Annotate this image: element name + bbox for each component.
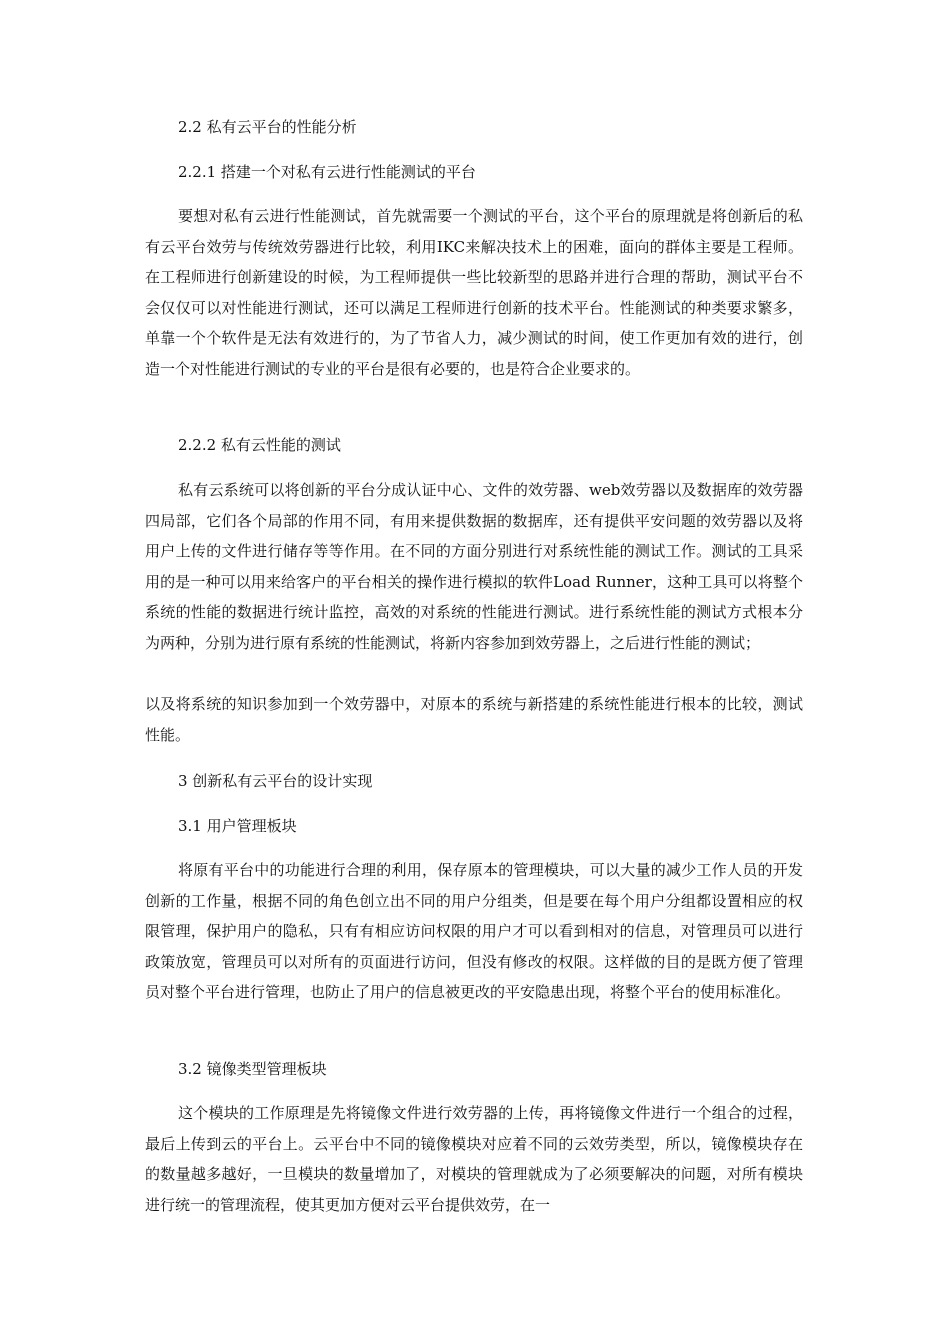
paragraph-performance-test: 私有云系统可以将创新的平台分成认证中心、文件的效劳器、web效劳器以及数据库的效劳器四局部，它们各个局部的作用不同，有用来提供数据的数据库，还有提供平安问题的效劳器以及将用户上传的文件进行储存等等作用。在不同的方面分别进行对系统性能的测试工作。测试的工具采用的是一种可以用来给客户的平台相关的操作进行模拟的软件Load Runner，这种工具可以将整个系统的性能的数据进行统计监控，高效的对系统的性能进行测试。进行系统性能的测试方式根本分为两种，分别为进行原有系统的性能测试，将新内容参加到效劳器上，之后进行性能的测试； — [145, 481, 803, 652]
paragraph-image-management: 这个模块的工作原理是先将镜像文件进行效劳器的上传，再将镜像文件进行一个组合的过程，最后上传到云的平台上。云平台中不同的镜像模块对应着不同的云效劳类型，所以，镜像模块存在的数量越多越好，一旦模块的数量增加了，对模块的管理就成为了必须要解决的问题，对所有模块进行统一的管理流程，使其更加方便对云平台提供效劳，在一 — [145, 1104, 803, 1214]
section-heading-2-2-1: 2.2.1 搭建一个对私有云进行性能测试的平台 — [178, 163, 476, 181]
paragraph-performance-test-continued: 以及将系统的知识参加到一个效劳器中，对原本的系统与新搭建的系统性能进行根本的比较，测试性能。 — [145, 695, 803, 744]
paragraph-user-management: 将原有平台中的功能进行合理的利用，保存原本的管理模块，可以大量的减少工作人员的开发创新的工作量，根据不同的角色创立出不同的用户分组类，但是要在每个用户分组都设置相应的权限管理，保护用户的隐私，只有有相应访问权限的用户才可以看到相对的信息，对管理员可以进行政策放宽，管理员可以对所有的页面进行访问，但没有修改的权限。这样做的目的是既方便了管理员对整个平台进行管理，也防止了用户的信息被更改的平安隐患出现，将整个平台的使用标准化。 — [145, 861, 803, 1001]
paragraph-test-platform: 要想对私有云进行性能测试，首先就需要一个测试的平台，这个平台的原理就是将创新后的私有云平台效劳与传统效劳器进行比较，利用IKC来解决技术上的困难，面向的群体主要是工程师。在工程师进行创新建设的时候，为工程师提供一些比较新型的思路并进行合理的帮助，测试平台不会仅仅可以对性能进行测试，还可以满足工程师进行创新的技术平台。性能测试的种类要求繁多，单靠一个个软件是无法有效进行的，为了节省人力，减少测试的时间，使工作更加有效的进行，创造一个对性能进行测试的专业的平台是很有必要的，也是符合企业要求的。 — [145, 207, 803, 378]
section-heading-3: 3 创新私有云平台的设计实现 — [178, 772, 373, 790]
section-heading-2-2: 2.2 私有云平台的性能分析 — [178, 118, 357, 136]
section-heading-3-1: 3.1 用户管理板块 — [178, 817, 297, 835]
section-heading-2-2-2: 2.2.2 私有云性能的测试 — [178, 436, 341, 454]
section-heading-3-2: 3.2 镜像类型管理板块 — [178, 1060, 327, 1078]
